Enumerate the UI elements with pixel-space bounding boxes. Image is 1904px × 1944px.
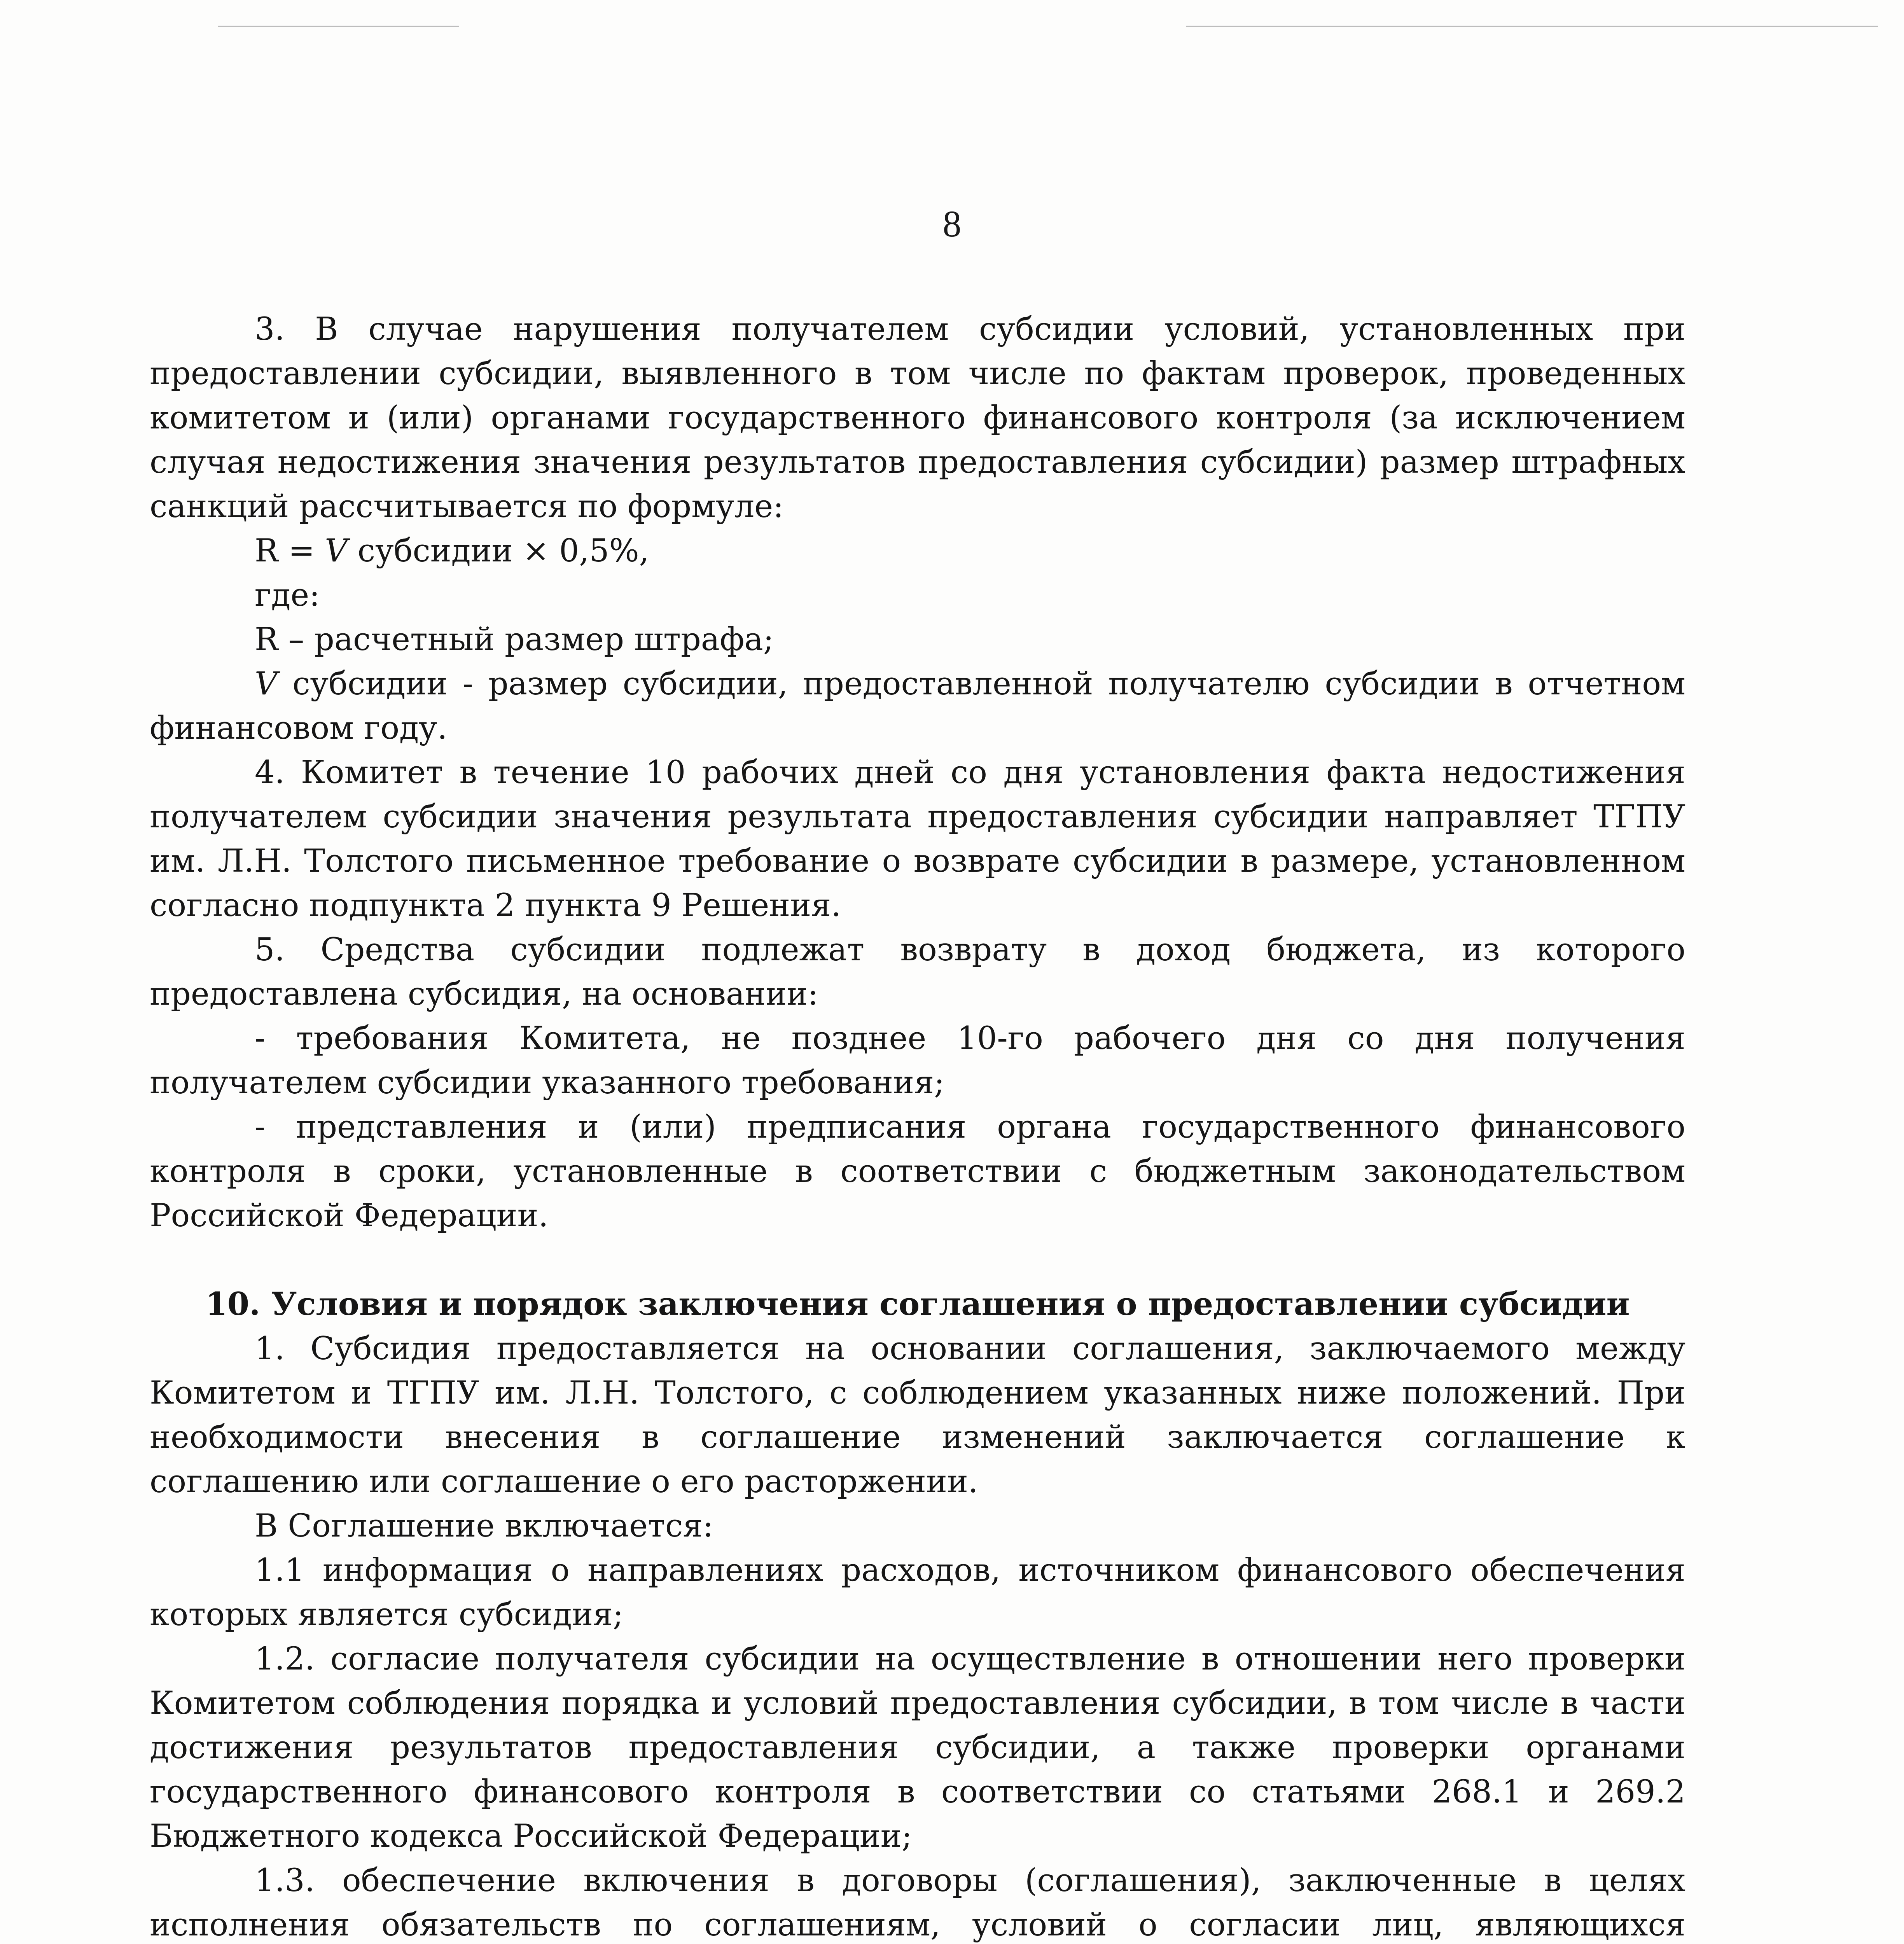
page-number: 8: [942, 203, 962, 245]
paragraph-9-3: 3. В случае нарушения получателем субсидии условий, установленных при предоставлении субсидии, выявленного в том числе по фактам проверок, проведенных комитетом и (или) органами государственного финансового контроля (за исключением случая недостижения значения результатов предоставления субсидии) размер штрафных санкций рассчитывается по формуле:: [150, 311, 1685, 525]
paragraph-9-5-b: - представления и (или) предписания органа государственного финансового контроля в сроки, установленные в соответствии с бюджетным законодательством Российской Федерации.: [150, 1109, 1685, 1234]
formula-variable-v: V: [325, 533, 348, 569]
item-1-3: 1.3. обеспечение включения в договоры (соглашения), заключенные в целях исполнения обязательств по соглашениям, условий о согласии лиц, являющихся: [150, 1862, 1685, 1943]
paragraph-10-1: 1. Субсидия предоставляется на основании соглашения, заключаемого между Комитетом и ТГПУ им. Л.Н. Толстого, с соблюдением указанных ниже положений. При необходимости внесения в соглашение изменений заключается соглашение к соглашению или соглашение о его расторжении.: [150, 1330, 1685, 1500]
scan-artifact-top-left: [218, 26, 459, 27]
scan-artifact-top-right: [1186, 26, 1878, 27]
formula-lhs: R =: [255, 533, 325, 569]
section-10-title: 10. Условия и порядок заключения соглашения о предоставлении субсидии: [205, 1286, 1630, 1323]
document-body: [150, 307, 1685, 1944]
paragraph-9-5: 5. Средства субсидии подлежат возврату в доход бюджета, из которого предоставлена субсидия, на основании:: [150, 932, 1685, 1012]
formula-where: где:: [255, 577, 320, 614]
item-1-1: 1.1 информация о направлениях расходов, источником финансового обеспечения которых является субсидия;: [150, 1552, 1685, 1633]
formula-rhs: субсидии × 0,5%,: [347, 533, 649, 569]
agreement-includes: В Соглашение включается:: [255, 1508, 713, 1544]
definition-r: R – расчетный размер штрафа;: [255, 621, 774, 658]
paragraph-9-4: 4. Комитет в течение 10 рабочих дней со дня установления факта недостижения получателем субсидии значения результата предоставления субсидии направляет ТГПУ им. Л.Н. Толстого письменное требование о возврате субсидии в размере, установленном согласно подпункта 2 пункта 9 Решения.: [150, 754, 1685, 924]
definition-v-text: субсидии - размер субсидии, предоставленной получателю субсидии в отчетном финансовом году.: [150, 666, 1685, 746]
definition-v-variable: V: [255, 666, 278, 702]
paragraph-9-5-a: - требования Комитета, не позднее 10-го рабочего дня со дня получения получателем субсидии указанного требования;: [150, 1020, 1685, 1101]
penalty-formula: [150, 529, 1685, 573]
definition-v: [150, 662, 1685, 750]
item-1-2: 1.2. согласие получателя субсидии на осуществление в отношении него проверки Комитетом соблюдения порядка и условий предоставления субсидии, в том числе в части достижения результатов предоставления субсидии, а также проверки органами государственного финансового контроля в соответствии со статьями 268.1 и 269.2 Бюджетного кодекса Российской Федерации;: [150, 1641, 1685, 1855]
